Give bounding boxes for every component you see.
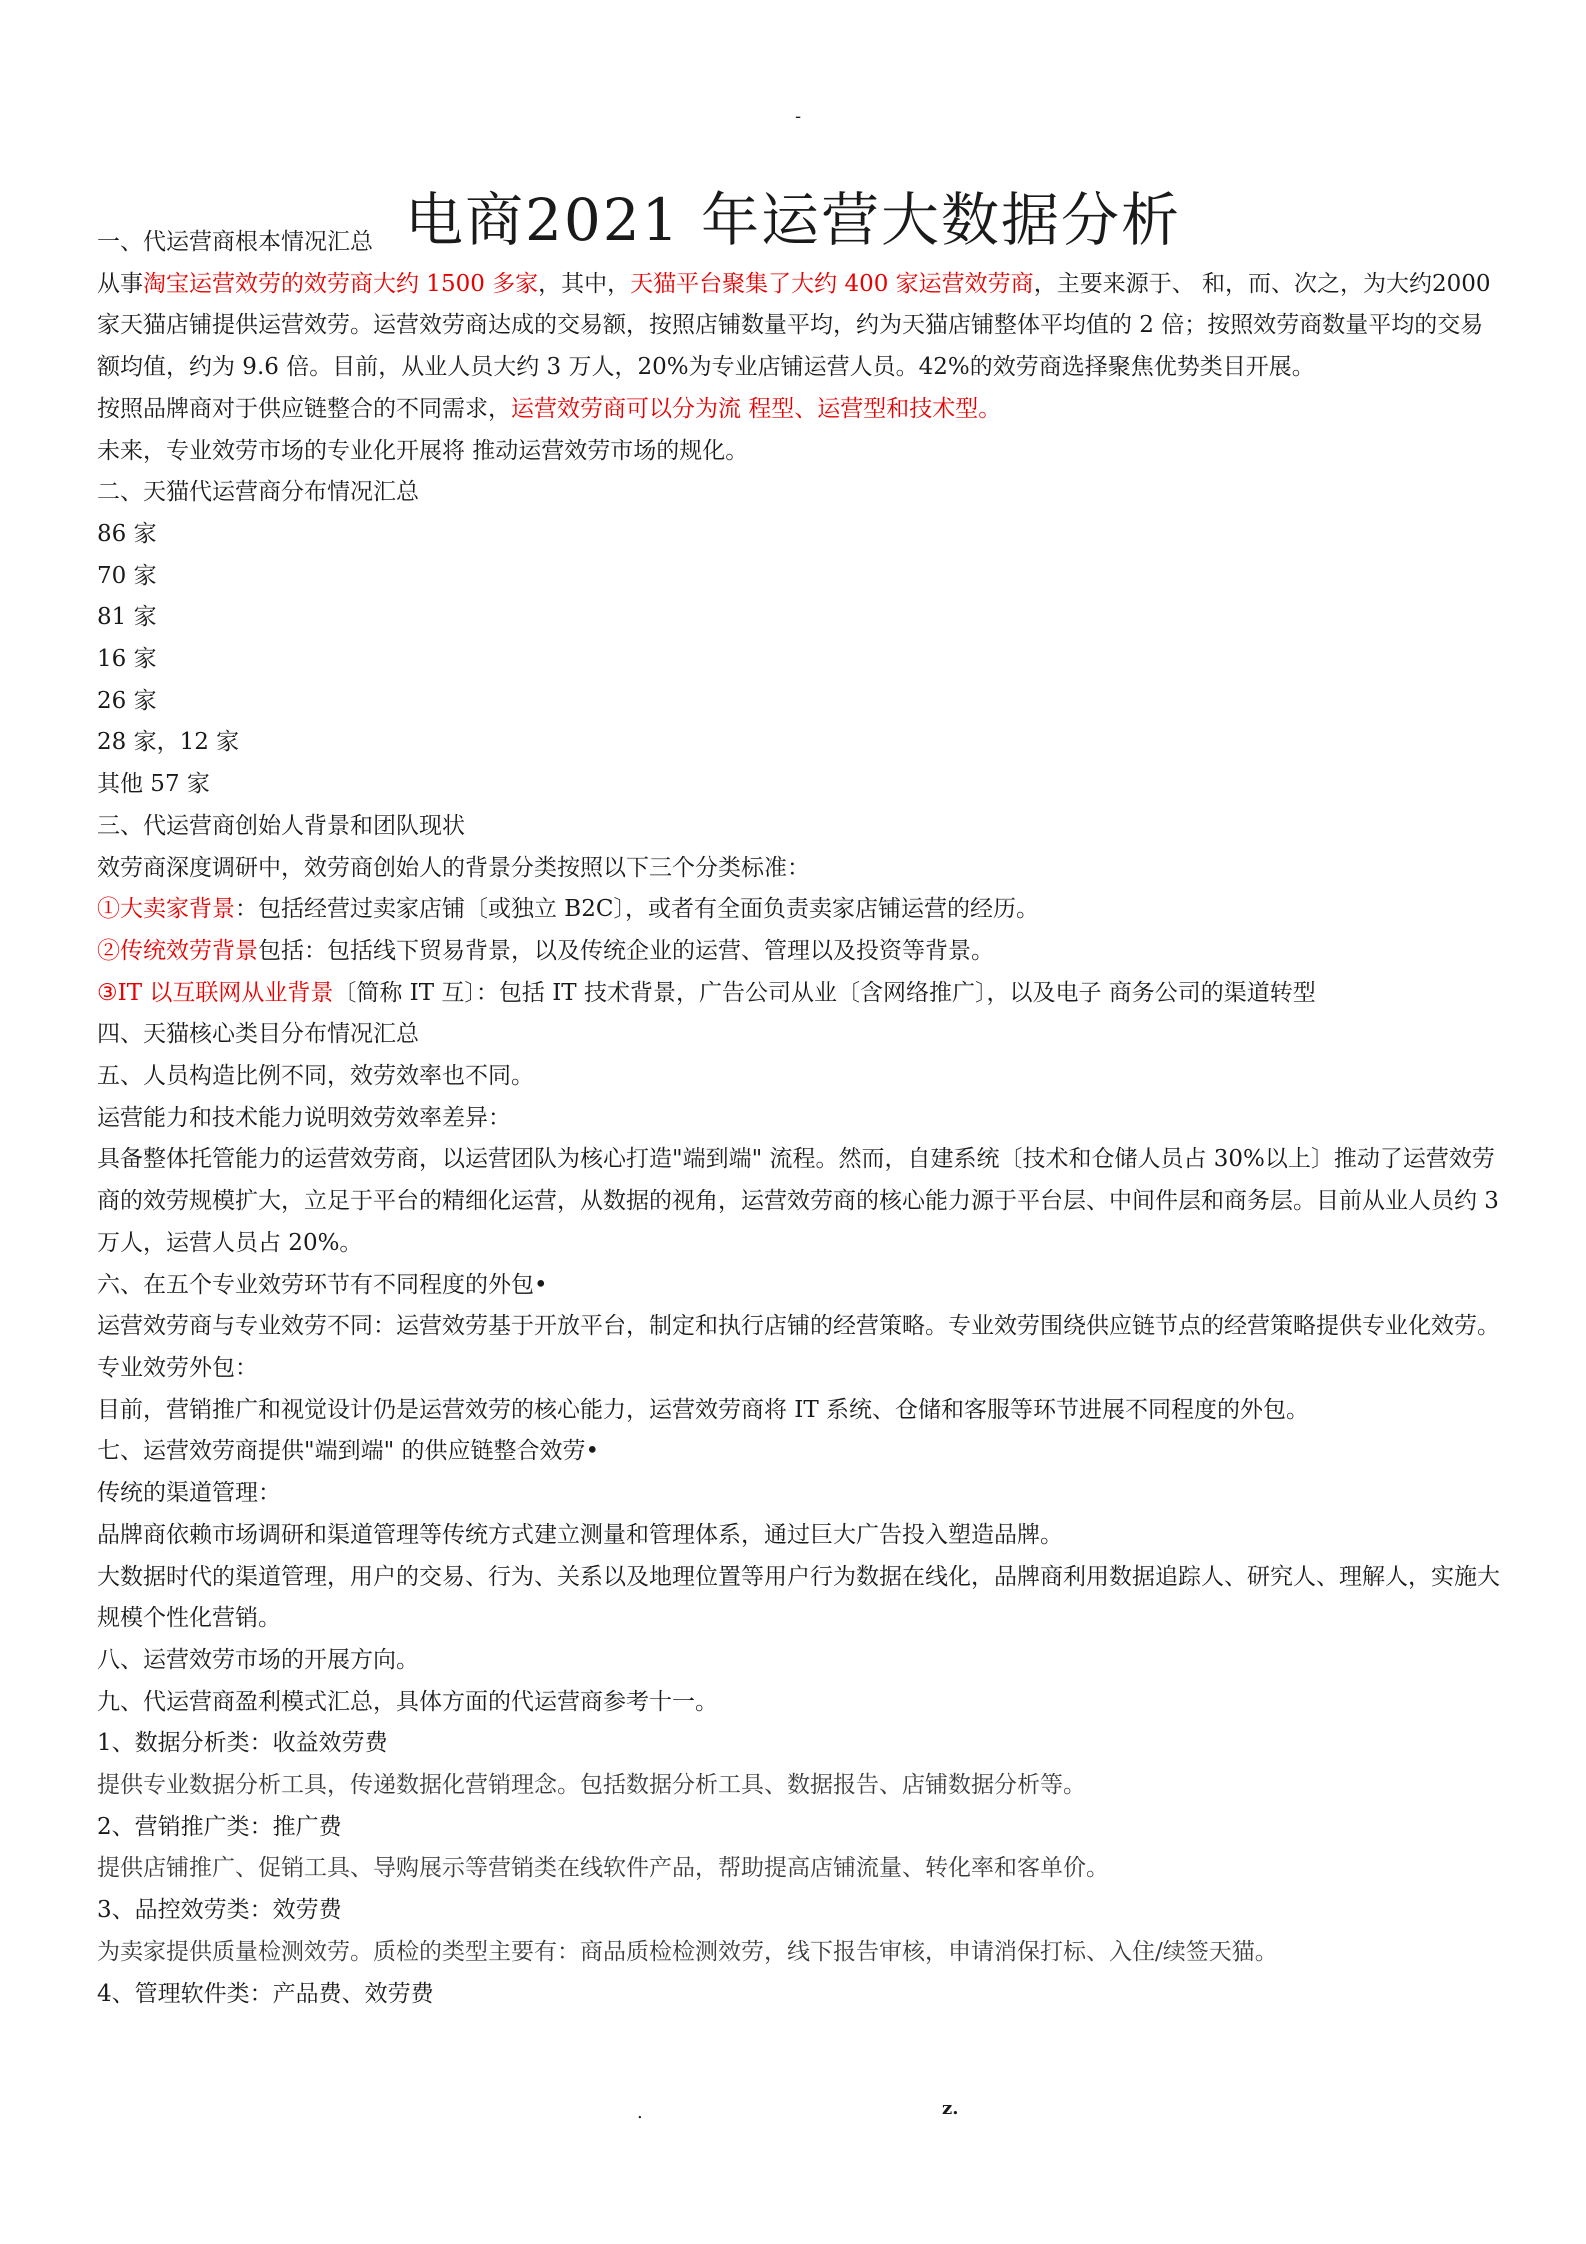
highlight-text: 运营效劳商可以分为流 程型、运营型和技术型。: [511, 395, 1002, 422]
section-heading-1: 一、代运营商根本情况汇总: [97, 229, 373, 255]
highlight-text: ③IT 以互联网从业背景: [97, 979, 334, 1006]
highlight-text: ①大卖家背景: [97, 896, 235, 923]
section-1-paragraph-1: 从事淘宝运营效劳的效劳商大约 1500 多家，其中，天猫平台聚集了大约 400 家运营效劳商，主要来源于、 和，而、次之，为大约2000 家天猫店铺提供运营效劳。运营效劳商达成的交易额，按照店铺数量平均，约为天猫店铺整体平均值的 2 倍；按照效劳商数量平均的交易额均值，约为 9.6 倍。目前，从业人员大约 3 万人，20%为专业店铺运营人员。42%的效劳商选择聚焦优势类目开展。: [97, 270, 1491, 381]
section-1-paragraph-2: 按照品牌商对于供应链整合的不同需求，运营效劳商可以分为流 程型、运营型和技术型。: [97, 395, 1002, 422]
section-3-intro: 效劳商深度调研中，效劳商创始人的背景分类按照以下三个分类标准：: [97, 854, 810, 881]
section-6-subheading: 专业效劳外包：: [97, 1354, 258, 1381]
section-heading-2: 二、天猫代运营商分布情况汇总: [97, 479, 419, 506]
profit-model-title: 3、品控效劳类：效劳费: [97, 1897, 342, 1924]
list-item: 其他 57 家: [97, 771, 210, 798]
background-category-2: ②传统效劳背景包括：包括线下贸易背景，以及传统企业的运营、管理以及投资等背景。: [97, 937, 994, 964]
highlight-text: 天猫平台聚集了大约 400 家运营效劳商: [630, 270, 1034, 297]
section-heading-9: 九、代运营商盈利模式汇总，具体方面的代运营商参考十一。: [97, 1688, 718, 1715]
document-title: 电商2021 年运营大数据分析: [404, 185, 1182, 254]
section-1-paragraph-3: 未来，专业效劳市场的专业化开展将 推动运营效劳市场的规化。: [97, 437, 749, 464]
profit-model-title: 4、管理软件类：产品费、效劳费: [97, 1980, 434, 2007]
list-item: 26 家: [97, 687, 157, 714]
highlight-text: ②传统效劳背景: [97, 937, 258, 964]
section-heading-8: 八、运营效劳市场的开展方向。: [97, 1646, 419, 1673]
list-item: 70 家: [97, 562, 157, 589]
background-category-3: ③IT 以互联网从业背景〔简称 IT 互〕：包括 IT 技术背景，广告公司从业〔含网络推广〕，以及电子 商务公司的渠道转型: [97, 979, 1316, 1006]
background-category-1: ①大卖家背景：包括经营过卖家店铺〔或独立 B2C〕，或者有全面负责卖家店铺运营的经历。: [97, 896, 1039, 923]
list-item: 86 家: [97, 520, 157, 547]
section-6-paragraph-1: 运营效劳商与专业效劳不同：运营效劳基于开放平台，制定和执行店铺的经营策略。专业效劳围绕供应链节点的经营策略提供专业化效劳。: [97, 1313, 1500, 1340]
list-item: 28 家，12 家: [97, 729, 240, 756]
section-6-paragraph-2: 目前，营销推广和视觉设计仍是运营效劳的核心能力，运营效劳商将 IT 系统、仓储和客服等环节进展不同程度的外包。: [97, 1396, 1310, 1423]
list-item: 16 家: [97, 646, 157, 673]
section-heading-4: 四、天猫核心类目分布情况汇总: [97, 1021, 419, 1048]
profit-model-description: 为卖家提供质量检测效劳。质检的类型主要有：商品质检检测效劳，线下报告审核，申请消保打标、入住/续签天猫。: [97, 1938, 1278, 1965]
footer-dot: .: [637, 2102, 643, 2123]
document-body: [97, 222, 1502, 2015]
profit-model-title: 2、营销推广类：推广费: [97, 1813, 342, 1840]
section-7-paragraph-2: 大数据时代的渠道管理，用户的交易、行为、关系以及地理位置等用户行为数据在线化，品牌商利用数据追踪人、研究人、理解人，实施大规模个性化营销。: [97, 1563, 1500, 1632]
profit-model-title: 1、数据分析类：收益效劳费: [97, 1730, 388, 1757]
section-heading-6: 六、在五个专业效劳环节有不同程度的外包•: [97, 1271, 548, 1298]
section-heading-7: 七、运营效劳商提供"端到端" 的供应链整合效劳•: [97, 1438, 600, 1465]
footer-mark: z.: [942, 2098, 959, 2119]
section-7-paragraph-1: 品牌商依赖市场调研和渠道管理等传统方式建立测量和管理体系，通过巨大广告投入塑造品牌。: [97, 1521, 1063, 1548]
profit-model-description: 提供店铺推广、促销工具、导购展示等营销类在线软件产品，帮助提高店铺流量、转化率和客单价。: [97, 1855, 1109, 1882]
highlight-text: 淘宝运营效劳的效劳商大约 1500 多家: [143, 270, 539, 297]
profit-model-description: 提供专业数据分析工具，传递数据化营销理念。包括数据分析工具、数据报告、店铺数据分析等。: [97, 1772, 1086, 1799]
section-heading-3: 三、代运营商创始人背景和团队现状: [97, 812, 465, 839]
section-heading-5: 五、人员构造比例不同，效劳效率也不同。: [97, 1063, 534, 1090]
section-5-paragraph: 具备整体托管能力的运营效劳商，以运营团队为核心打造"端到端" 流程。然而，自建系统〔技术和仓储人员占 30%以上〕推动了运营效劳商的效劳规模扩大，立足于平台的精细化运营，从数据的视角，运营效劳商的核心能力源于平台层、中间件层和商务层。目前从业人员约 3 万人，运营人员占 20%。: [97, 1146, 1499, 1256]
section-5-subheading: 运营能力和技术能力说明效劳效率差异：: [97, 1104, 511, 1131]
section-7-subheading: 传统的渠道管理：: [97, 1480, 281, 1507]
list-item: 81 家: [97, 604, 157, 631]
header-mark: -: [795, 106, 802, 127]
